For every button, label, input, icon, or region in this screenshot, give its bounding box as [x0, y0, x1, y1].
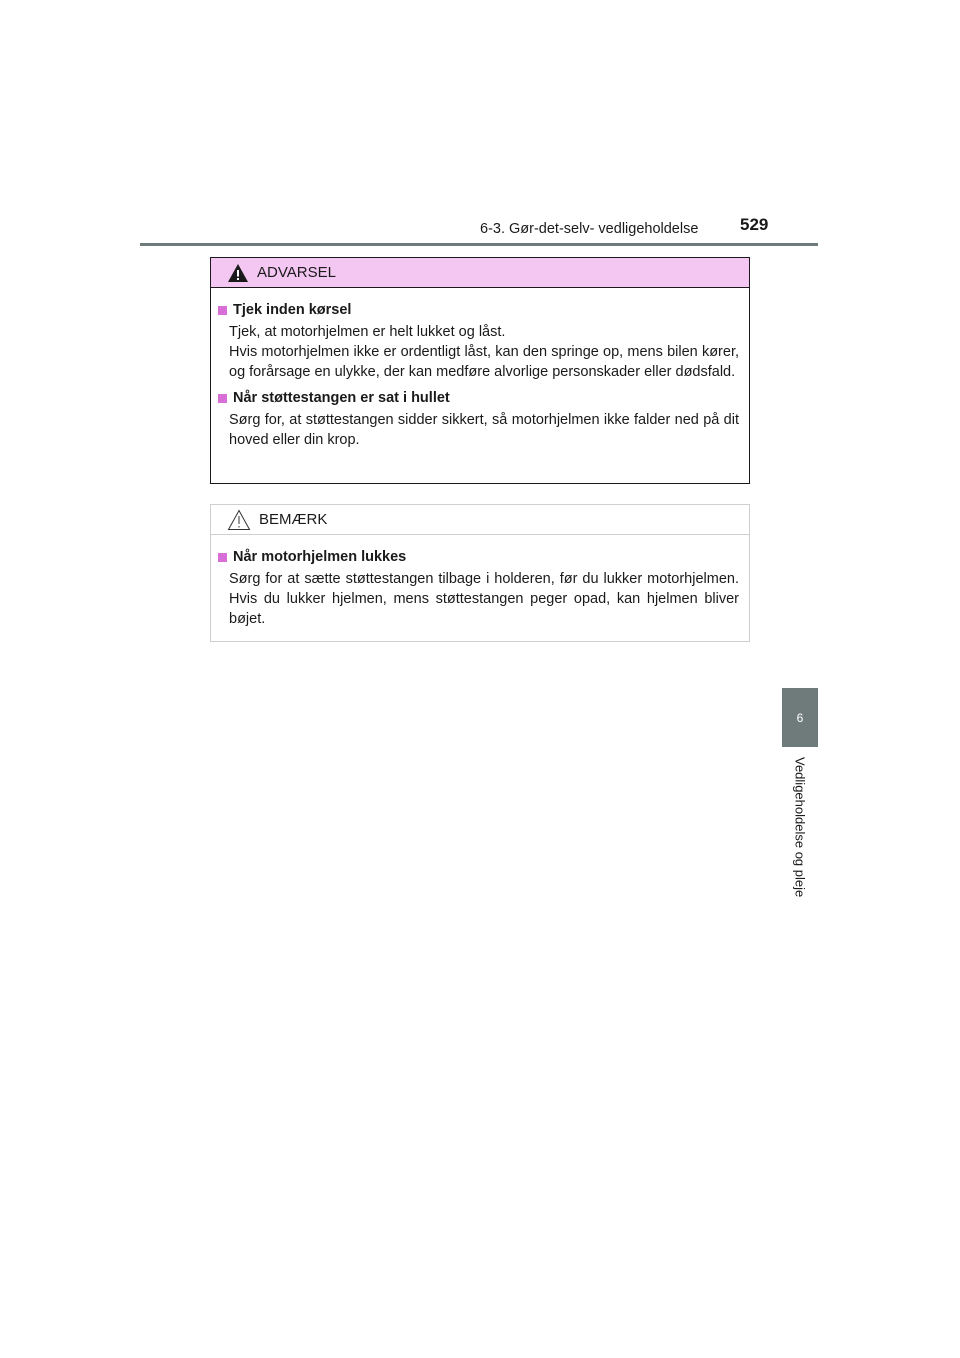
notice-box	[210, 504, 750, 642]
chapter-number: 6	[796, 710, 804, 725]
caution-outline-triangle-icon	[227, 509, 251, 531]
warning-box-title: ADVARSEL	[257, 264, 336, 281]
warning-item	[218, 300, 739, 382]
warning-box-header	[211, 258, 749, 288]
notice-item-text: Sørg for at sætte støttestangen tilbage i holderen, før du lukker motorhjelmen. Hvis du lukker hjelmen, mens støttestangen peger opad, kan hjelmen bliver bøjet.	[229, 571, 739, 627]
notice-box-header	[211, 505, 749, 535]
warning-item-heading: Når støttestangen er sat i hullet	[233, 390, 450, 406]
notice-item	[218, 547, 739, 629]
warning-item-text: Tjek, at motorhjelmen er helt lukket og låst.	[229, 324, 506, 340]
warning-box	[210, 257, 750, 484]
chapter-label: Vedligeholdelse og pleje	[792, 757, 808, 898]
page-number: 529	[740, 215, 769, 234]
notice-item-heading: Når motorhjelmen lukkes	[233, 549, 407, 565]
bullet-square-icon	[218, 553, 227, 562]
warning-triangle-icon	[227, 263, 249, 283]
chapter-tab[interactable]	[782, 688, 818, 747]
warning-item-text: Sørg for, at støttestangen sidder sikkert, så motorhjelmen ikke falder ned på dit hoved eller din krop.	[229, 412, 739, 448]
warning-item-text: Hvis motorhjelmen ikke er ordentligt låst, kan den springe op, mens bilen kører, og forårsage en ulykke, der kan medføre alvorlige personskader eller dødsfald.	[229, 344, 739, 380]
section-title: 6-3. Gør-det-selv- vedligeholdelse	[480, 221, 699, 237]
warning-item-heading: Tjek inden kørsel	[233, 302, 352, 318]
bullet-square-icon	[218, 394, 227, 403]
bullet-square-icon	[218, 306, 227, 315]
header-rule	[140, 243, 818, 246]
warning-item	[218, 388, 739, 450]
notice-box-title: BEMÆRK	[259, 511, 328, 528]
